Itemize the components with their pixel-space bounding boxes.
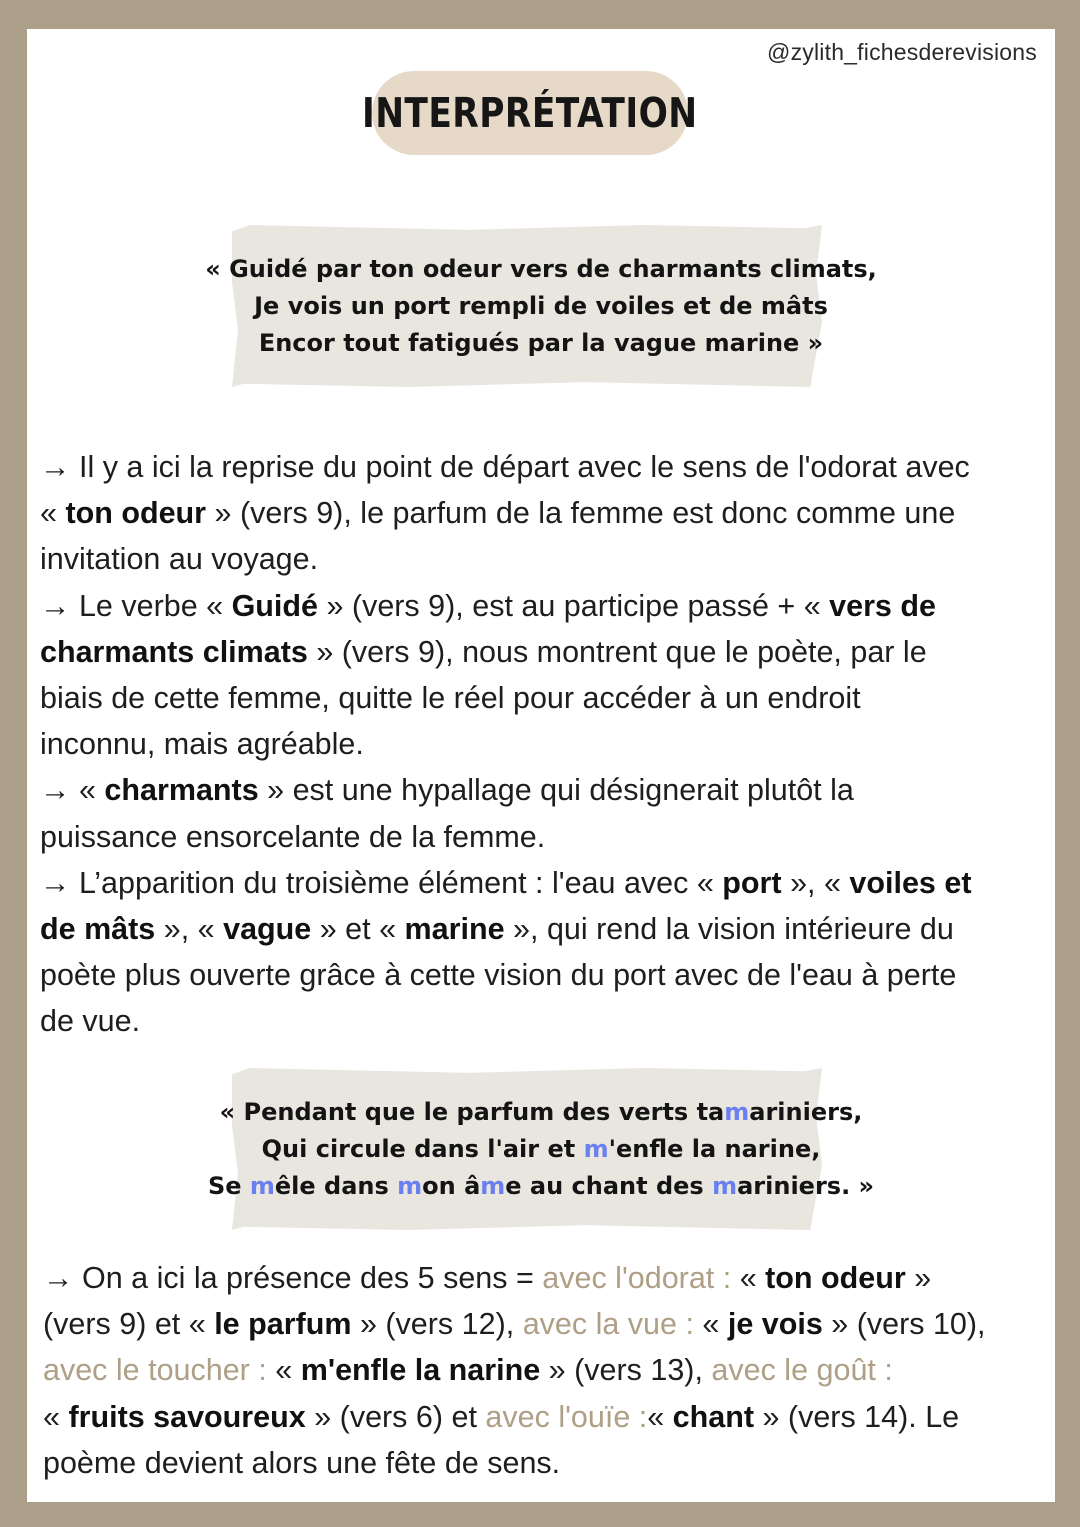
quoted-term: chant bbox=[672, 1399, 755, 1434]
alliteration-m: m bbox=[583, 1135, 609, 1163]
analysis-block-1 bbox=[40, 444, 1050, 1045]
alliteration-m: m bbox=[480, 1172, 506, 1200]
alliteration-m: m bbox=[712, 1172, 738, 1200]
quote-line: Encor tout fatigués par la vague marine » bbox=[258, 329, 824, 357]
quoted-term: Guidé bbox=[231, 588, 318, 623]
text-line: → Il y a ici la reprise du point de départ avec le sens de l'odorat avec bbox=[40, 450, 970, 484]
quoted-term: ton odeur bbox=[765, 1261, 906, 1295]
quoted-term: fruits savoureux bbox=[68, 1399, 306, 1434]
quoted-term: je vois bbox=[727, 1307, 823, 1342]
quoted-term: m'enfle la narine bbox=[300, 1353, 541, 1388]
text-line: poète plus ouverte grâce à cette vision du port avec de l'eau à perte bbox=[40, 958, 957, 993]
quote-block-2 bbox=[27, 1094, 1055, 1205]
quoted-term: marine bbox=[404, 912, 505, 947]
text-line: de mâts », « vague » et « marine », qui rend la vision intérieure du bbox=[40, 912, 954, 947]
alliteration-m: m bbox=[724, 1098, 750, 1126]
quoted-term: le parfum bbox=[214, 1307, 352, 1342]
text-line: avec le toucher : « m'enfle la narine » (vers 13), avec le goût : bbox=[43, 1353, 893, 1388]
page-title: INTERPRÉTATION bbox=[362, 89, 698, 137]
sense-label: avec l'ouïe : bbox=[485, 1399, 648, 1434]
quote-line: Je vois un port rempli de voiles et de mâts bbox=[254, 292, 828, 320]
document-page bbox=[27, 29, 1055, 1502]
sense-label: avec le goût : bbox=[711, 1353, 893, 1388]
alliteration-m: m bbox=[397, 1172, 423, 1200]
title-pill bbox=[362, 71, 698, 155]
text-line: biais de cette femme, quitte le réel pour accéder à un endroit bbox=[40, 681, 861, 716]
text-line: « fruits savoureux » (vers 6) et avec l'ouïe :« chant » (vers 14). Le bbox=[43, 1399, 960, 1434]
text-line: inconnu, mais agréable. bbox=[40, 727, 364, 762]
sense-label: avec la vue : bbox=[522, 1307, 694, 1342]
text-line: → On a ici la présence des 5 sens = avec l'odorat : « ton odeur » bbox=[43, 1261, 932, 1295]
text-line: de vue. bbox=[40, 1004, 141, 1039]
quote-block-1 bbox=[27, 251, 1055, 362]
quoted-term: vague bbox=[223, 912, 312, 947]
text-line: charmants climats » (vers 9), nous montrent que le poète, par le bbox=[40, 634, 927, 669]
text-line: (vers 9) et « le parfum » (vers 12), avec la vue : « je vois » (vers 10), bbox=[43, 1307, 986, 1342]
quote-line: « Guidé par ton odeur vers de charmants climats, bbox=[205, 255, 877, 283]
quoted-term: voiles et bbox=[849, 865, 972, 900]
sense-label: avec l'odorat : bbox=[542, 1261, 732, 1295]
quoted-term: ton odeur bbox=[65, 496, 207, 531]
text-line: → L’apparition du troisième élément : l'eau avec « port », « voiles et bbox=[40, 865, 972, 900]
sense-label: avec le toucher : bbox=[43, 1353, 267, 1388]
quote-line: Qui circule dans l'air et m'enfle la narine, bbox=[261, 1135, 821, 1163]
text-line: → « charmants » est une hypallage qui désignerait plutôt la bbox=[40, 773, 854, 808]
quoted-term: charmants climats bbox=[40, 634, 308, 669]
quoted-term: charmants bbox=[104, 773, 259, 808]
text-line: invitation au voyage. bbox=[40, 542, 319, 577]
text-line: puissance ensorcelante de la femme. bbox=[40, 819, 546, 854]
quote-line: Se mêle dans mon âme au chant des mariniers. » bbox=[207, 1172, 875, 1200]
quoted-term: vers de bbox=[829, 588, 936, 623]
text-line: poème devient alors une fête de sens. bbox=[43, 1445, 561, 1480]
quoted-term: port bbox=[722, 865, 782, 900]
author-watermark: @zylith_fichesderevisions bbox=[767, 39, 1037, 65]
analysis-block-2 bbox=[43, 1255, 1053, 1486]
text-line: « ton odeur » (vers 9), le parfum de la femme est donc comme une bbox=[40, 496, 956, 531]
quoted-term: de mâts bbox=[40, 912, 156, 947]
alliteration-m: m bbox=[249, 1172, 275, 1200]
quote-line: « Pendant que le parfum des verts tamariniers, bbox=[219, 1098, 863, 1126]
text-line: → Le verbe « Guidé » (vers 9), est au participe passé + « vers de bbox=[40, 588, 936, 623]
